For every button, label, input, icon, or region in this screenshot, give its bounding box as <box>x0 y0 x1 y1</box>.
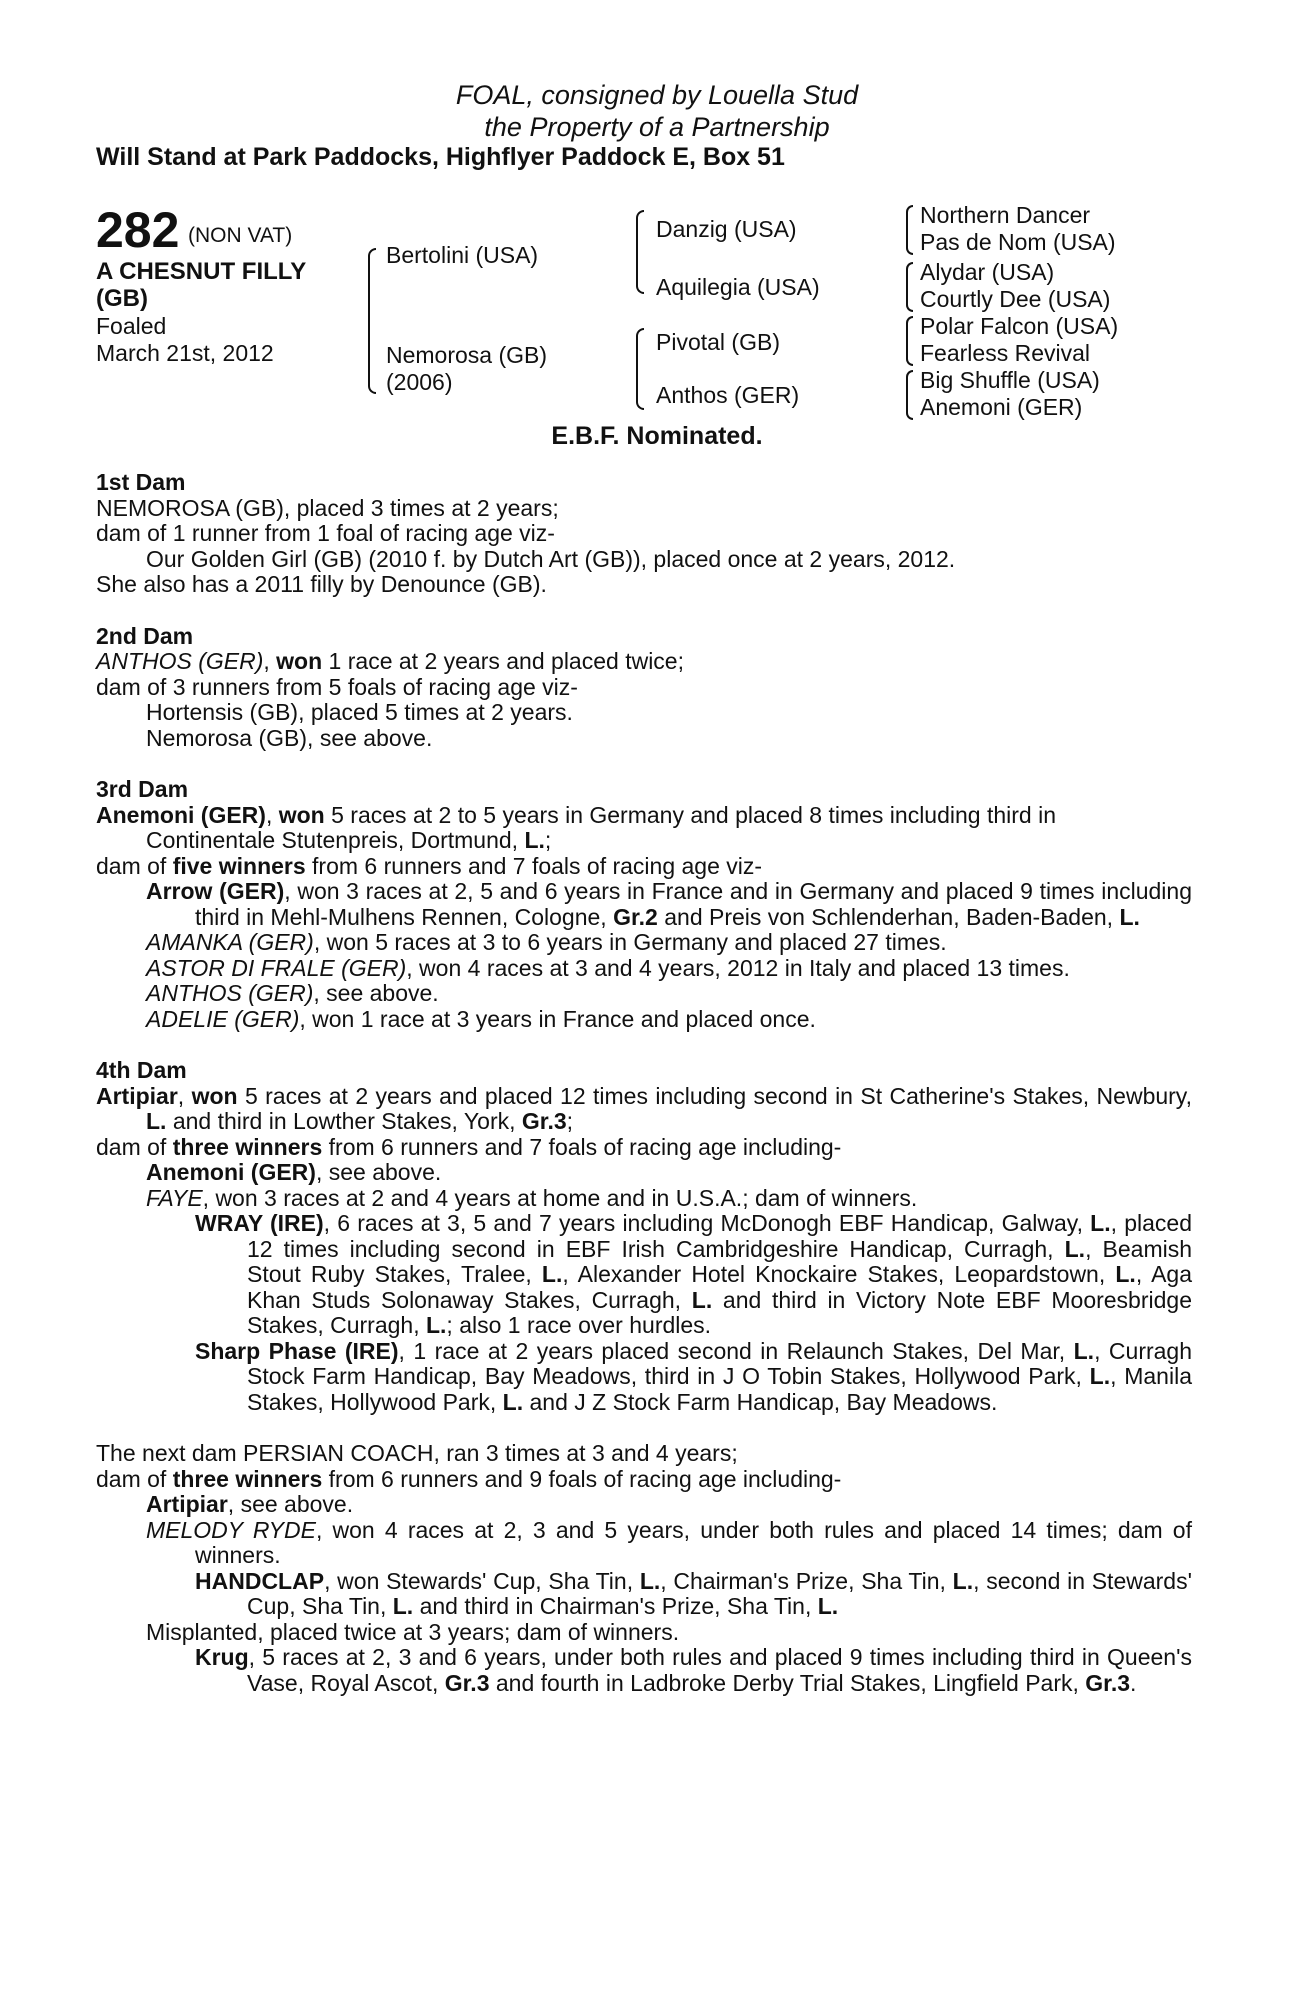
progeny-entry: FAYE, won 3 races at 2 and 4 years at home and in U.S.A.; dam of winners. <box>146 1184 918 1211</box>
dam-entry: Anemoni (GER), won 5 races at 2 to 5 years in Germany and placed 8 times including third in <box>96 801 1057 828</box>
dam: Nemorosa (GB) <box>386 342 548 368</box>
foaled-date: March 21st, 2012 <box>96 340 274 366</box>
progeny-entry: ADELIE (GER), won 1 race at 3 years in France and placed once. <box>146 1005 816 1032</box>
pedigree-brace <box>906 262 913 312</box>
ebf-nominated: E.B.F. Nominated. <box>551 422 763 450</box>
section-heading: 3rd Dam <box>96 776 189 802</box>
progeny-entry: Nemorosa (GB), see above. <box>146 724 433 751</box>
progeny-entry: HANDCLAP, won Stewards' Cup, Sha Tin, L., Chairman's Prize, Sha Tin, L., second in Stewards' Cup, Sha Tin, L. and third in Chairman's Prize, Sha Tin, L. <box>195 1567 1192 1619</box>
progeny-entry: ANTHOS (GER), see above. <box>146 980 439 1006</box>
progeny-entry: Anemoni (GER), see above. <box>146 1159 442 1185</box>
ancestor: Fearless Revival <box>920 340 1090 366</box>
text-line: She also has a 2011 filly by Denounce (GB). <box>96 571 547 597</box>
foaled-label: Foaled <box>96 313 167 339</box>
fourth-dam-section <box>96 1058 1192 1415</box>
ancestor: Anemoni (GER) <box>920 394 1083 420</box>
vat-status: (NON VAT) <box>188 224 293 247</box>
progeny-entry: ASTOR DI FRALE (GER), won 4 races at 3 and 4 years, 2012 in Italy and placed 13 times. <box>146 954 1070 981</box>
dam-sire: Pivotal (GB) <box>656 329 780 355</box>
dam-year: (2006) <box>386 369 453 395</box>
ancestor: Pas de Nom (USA) <box>920 229 1116 255</box>
lot-number: 282 <box>96 202 180 258</box>
sire-sire: Danzig (USA) <box>656 216 797 242</box>
third-dam-section <box>96 777 1192 1032</box>
section-heading: 4th Dam <box>96 1057 187 1083</box>
progeny-entry: Sharp Phase (IRE), 1 race at 2 years placed second in Relaunch Stakes, Del Mar, L., Curragh Stock Farm Handicap, Bay Meadows, third in J O Tobin Stakes, Hollywood Park, L., Manila Stakes, Hollywood Park, L. and J Z Stock Farm Handicap, Bay Meadows. <box>195 1337 1193 1415</box>
pedigree-brace <box>906 370 913 420</box>
text-line: The next dam PERSIAN COACH, ran 3 times at 3 and 4 years; <box>96 1440 738 1466</box>
lot-name: A CHESNUT FILLY <box>96 258 307 285</box>
stand-location: Will Stand at Park Paddocks, Highflyer Paddock E, Box 51 <box>96 143 785 171</box>
progeny-entry: WRAY (IRE), 6 races at 3, 5 and 7 years including McDonogh EBF Handicap, Galway, L., placed 12 times including second in EBF Irish Cambridgeshire Handicap, Curragh, L., Beamish Stout Ruby Stakes, Tralee, L., Alexander Hotel Knockaire Stakes, Leopardstown, L., Aga Khan Studs Solonaway Stakes, Curragh, L. and third in Victory Note EBF Mooresbridge Stakes, Curragh, L.; also 1 race over hurdles. <box>195 1210 1193 1338</box>
ancestor: Courtly Dee (USA) <box>920 286 1111 312</box>
pedigree-brace <box>636 328 644 410</box>
text-line: dam of five winners from 6 runners and 7 foals of racing age viz- <box>96 852 763 879</box>
text-line: ANTHOS (GER), won 1 race at 2 years and placed twice; <box>96 648 684 674</box>
ancestor: Northern Dancer <box>920 202 1091 228</box>
catalogue-body <box>96 470 1192 1722</box>
text-line: dam of 3 runners from 5 foals of racing age viz- <box>96 673 578 700</box>
progeny-entry: Krug, 5 races at 2, 3 and 6 years, under both rules and placed 9 times including third in Queen's Vase, Royal Ascot, Gr.3 and fourth in Ladbroke Derby Trial Stakes, Lingfield Park, Gr.3. <box>195 1644 1192 1696</box>
progeny-entry: Hortensis (GB), placed 5 times at 2 years. <box>146 699 573 725</box>
text-line: dam of three winners from 6 runners and 9 foals of racing age including- <box>96 1465 842 1492</box>
dam-dam: Anthos (GER) <box>656 382 800 408</box>
pedigree-brace <box>636 210 644 294</box>
sire-dam: Aquilegia (USA) <box>656 274 820 300</box>
text-line: NEMOROSA (GB), placed 3 times at 2 years; <box>96 494 559 521</box>
pedigree-brace <box>906 205 913 255</box>
progeny-entry: AMANKA (GER), won 5 races at 3 to 6 years in Germany and placed 27 times. <box>146 929 947 955</box>
progeny-entry: Our Golden Girl (GB) (2010 f. by Dutch Art (GB)), placed once at 2 years, 2012. <box>146 545 956 572</box>
pedigree-brace <box>906 316 913 366</box>
first-dam-section <box>96 470 1192 598</box>
text-line: dam of 1 runner from 1 foal of racing age viz- <box>96 520 555 546</box>
progeny-entry: Misplanted, placed twice at 3 years; dam of winners. <box>146 1618 680 1645</box>
section-heading: 2nd Dam <box>96 622 194 649</box>
second-dam-section <box>96 624 1192 752</box>
consignor-line: FOAL, consigned by Louella Stud <box>455 80 859 110</box>
dam-entry-cont: Continentale Stutenpreis, Dortmund, L.; <box>146 827 552 853</box>
sire: Bertolini (USA) <box>386 242 539 268</box>
property-line: the Property of a Partnership <box>484 112 830 142</box>
dam-entry: Artipiar, won 5 races at 2 years and placed 12 times including second in St Catherine's Stakes, Newbury, L. and third in Lowther Stakes, York, Gr.3; <box>96 1082 1192 1134</box>
progeny-entry: MELODY RYDE, won 4 races at 2, 3 and 5 years, under both rules and placed 14 times; dam of winners. <box>146 1516 1192 1568</box>
text-line: dam of three winners from 6 runners and 7 foals of racing age including- <box>96 1133 842 1160</box>
section-heading: 1st Dam <box>96 469 186 495</box>
next-dam-section <box>96 1441 1192 1696</box>
pedigree-brace <box>368 248 376 394</box>
lot-name-country: (GB) <box>96 285 148 312</box>
ancestor: Big Shuffle (USA) <box>920 367 1100 393</box>
progeny-entry: Artipiar, see above. <box>146 1491 354 1517</box>
progeny-entry: Arrow (GER), won 3 races at 2, 5 and 6 years in France and in Germany and placed 9 times including third in Mehl-Mulhens Rennen, Cologne, Gr.2 and Preis von Schlenderhan, Baden-Baden, L. <box>146 878 1193 930</box>
ancestor: Polar Falcon (USA) <box>920 313 1119 339</box>
ancestor: Alydar (USA) <box>920 259 1055 285</box>
